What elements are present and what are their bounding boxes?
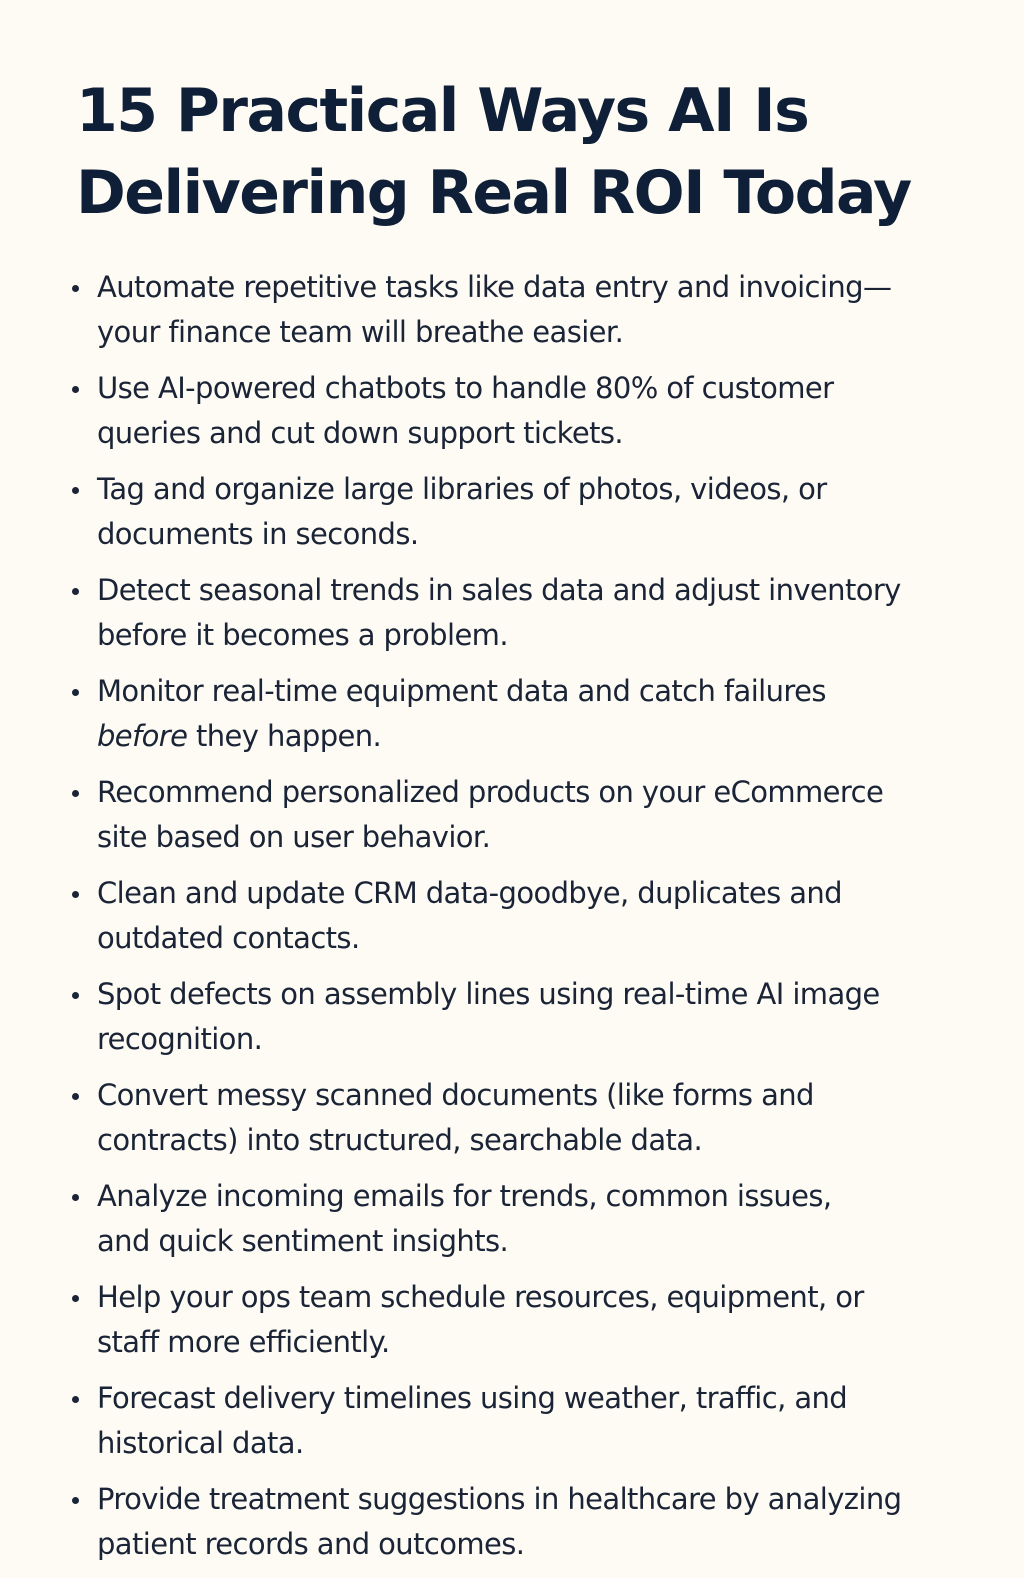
item-text-line: historical data. (97, 1426, 304, 1460)
item-text-line: Recommend personalized products on your eCommerce (97, 775, 884, 809)
list-item (0, 265, 967, 355)
list-item (0, 1275, 967, 1365)
list-item (0, 1073, 967, 1163)
item-text-line: Spot defects on assembly lines using real-time AI image (97, 977, 880, 1011)
item-text-line: Provide treatment suggestions in healthcare by analyzing (97, 1482, 902, 1516)
item-text-line: Forecast delivery timelines using weather, traffic, and (97, 1381, 848, 1415)
item-text-line: before it becomes a problem. (97, 618, 508, 652)
bullet-icon (72, 1396, 79, 1403)
list-item (0, 1174, 967, 1264)
item-text-line: documents in seconds. (97, 517, 419, 551)
tips-list (0, 265, 1024, 1578)
item-text-line: site based on user behavior. (97, 820, 491, 854)
list-item (0, 467, 967, 557)
item-text-line: patient records and outcomes. (97, 1527, 525, 1561)
bullet-icon (72, 689, 79, 696)
item-text-rest: they happen. (187, 719, 382, 753)
item-text-line: Use AI-powered chatbots to handle 80% of customer (97, 371, 834, 405)
list-item (0, 669, 967, 759)
list-item (0, 1477, 967, 1567)
page-title (76, 70, 996, 234)
bullet-icon (72, 1295, 79, 1302)
bullet-icon (72, 790, 79, 797)
list-item (0, 366, 967, 456)
emphasis-text: before (97, 719, 188, 753)
title-line-1: 15 Practical Ways AI Is (76, 76, 809, 146)
item-text-line: your finance team will breathe easier. (97, 315, 624, 349)
item-text-line: Automate repetitive tasks like data entry and invoicing— (97, 270, 892, 304)
item-text-line: contracts) into structured, searchable data. (97, 1123, 703, 1157)
item-text-line: and quick sentiment insights. (97, 1224, 509, 1258)
item-text-line: Clean and update CRM data-goodbye, duplicates and (97, 876, 842, 910)
bullet-icon (72, 891, 79, 898)
item-text-line: Analyze incoming emails for trends, common issues, (97, 1179, 832, 1213)
bullet-icon (72, 1497, 79, 1504)
list-item (0, 972, 967, 1062)
item-text-line: Detect seasonal trends in sales data and adjust inventory (97, 573, 901, 607)
item-text-line: Tag and organize large libraries of photos, videos, or (97, 472, 827, 506)
item-text-line-mixed (97, 714, 967, 759)
bullet-icon (72, 1093, 79, 1100)
item-text-line: Help your ops team schedule resources, equipment, or (97, 1280, 864, 1314)
item-text-line: queries and cut down support tickets. (97, 416, 623, 450)
item-text-line: outdated contacts. (97, 921, 360, 955)
list-item (0, 568, 967, 658)
bullet-icon (72, 487, 79, 494)
bullet-icon (72, 992, 79, 999)
title-line-2: Delivering Real ROI Today (76, 158, 911, 228)
list-item (0, 770, 967, 860)
item-text-line: Convert messy scanned documents (like forms and (97, 1078, 814, 1112)
bullet-icon (72, 1194, 79, 1201)
item-text-line: staff more efficiently. (97, 1325, 390, 1359)
bullet-icon (72, 588, 79, 595)
item-text-line: Monitor real-time equipment data and catch failures (97, 674, 826, 708)
item-text-line: recognition. (97, 1022, 263, 1056)
list-item (0, 1376, 967, 1466)
list-item (0, 871, 967, 961)
bullet-icon (72, 285, 79, 292)
bullet-icon (72, 386, 79, 393)
